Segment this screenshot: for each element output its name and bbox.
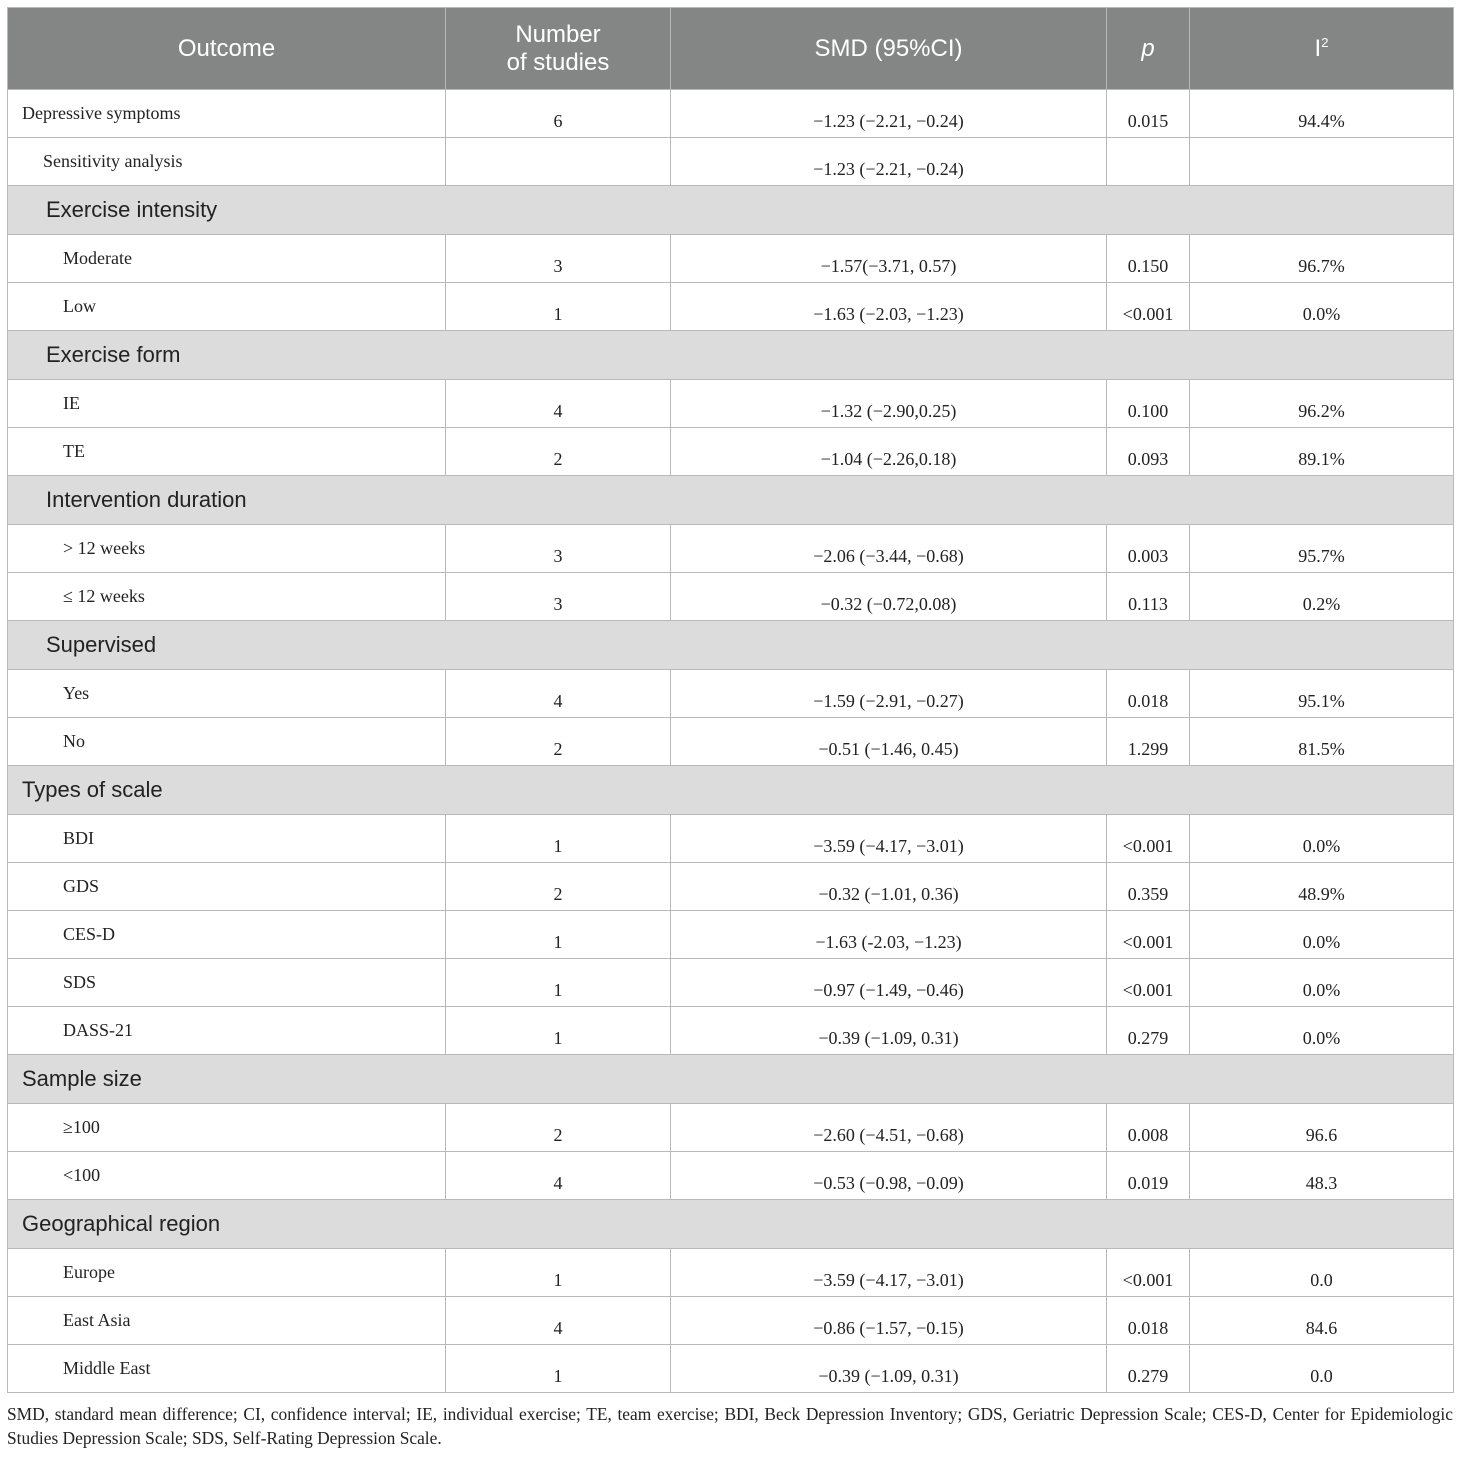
table-row (8, 1104, 1454, 1152)
row-n: 2 (446, 718, 671, 766)
row-n: 1 (446, 911, 671, 959)
row-i2: 94.4% (1190, 90, 1454, 138)
row-i2: 81.5% (1190, 718, 1454, 766)
row-p: 0.008 (1107, 1104, 1190, 1152)
table-row (8, 911, 1454, 959)
category-geographical-region: Geographical region (8, 1200, 1454, 1249)
header-number-of-studies (446, 8, 671, 90)
row-p: 0.113 (1107, 573, 1190, 621)
row-smd: −1.63 (-2.03, −1.23) (671, 911, 1107, 959)
row-n: 4 (446, 670, 671, 718)
row-smd: −1.04 (−2.26,0.18) (671, 428, 1107, 476)
row-p: <0.001 (1107, 283, 1190, 331)
table-row (8, 90, 1454, 138)
row-p: 1.299 (1107, 718, 1190, 766)
row-label: Low (8, 283, 446, 331)
row-i2 (1190, 138, 1454, 186)
row-i2: 96.7% (1190, 235, 1454, 283)
row-label: ≤ 12 weeks (8, 573, 446, 621)
row-label: ≥100 (8, 1104, 446, 1152)
table-row (8, 718, 1454, 766)
row-p: 0.015 (1107, 90, 1190, 138)
row-smd: −0.97 (−1.49, −0.46) (671, 959, 1107, 1007)
row-smd: −2.60 (−4.51, −0.68) (671, 1104, 1107, 1152)
row-n: 4 (446, 1297, 671, 1345)
row-smd: −2.06 (−3.44, −0.68) (671, 525, 1107, 573)
row-smd: −1.23 (−2.21, −0.24) (671, 138, 1107, 186)
category-exercise-form: Exercise form (8, 331, 1454, 380)
header-smd: SMD (95%CI) (671, 8, 1107, 90)
row-n: 6 (446, 90, 671, 138)
row-smd: −1.63 (−2.03, −1.23) (671, 283, 1107, 331)
table-row (8, 1345, 1454, 1393)
row-p: 0.279 (1107, 1345, 1190, 1393)
category-row (8, 1055, 1454, 1104)
subgroup-analysis-table (7, 7, 1454, 1393)
row-n: 4 (446, 380, 671, 428)
row-i2: 84.6 (1190, 1297, 1454, 1345)
row-i2: 96.6 (1190, 1104, 1454, 1152)
table-row (8, 863, 1454, 911)
row-i2: 48.3 (1190, 1152, 1454, 1200)
row-n (446, 138, 671, 186)
row-i2: 89.1% (1190, 428, 1454, 476)
table-row (8, 1297, 1454, 1345)
table-row (8, 380, 1454, 428)
row-p: 0.100 (1107, 380, 1190, 428)
row-n: 3 (446, 525, 671, 573)
row-i2: 0.0% (1190, 911, 1454, 959)
header-p: p (1107, 8, 1190, 90)
category-row (8, 186, 1454, 235)
category-row (8, 476, 1454, 525)
table-row (8, 525, 1454, 573)
row-i2: 0.0% (1190, 283, 1454, 331)
header-number-line2: of studies (506, 48, 610, 76)
row-n: 1 (446, 959, 671, 1007)
row-smd: −0.51 (−1.46, 0.45) (671, 718, 1107, 766)
table-row (8, 1152, 1454, 1200)
row-smd: −3.59 (−4.17, −3.01) (671, 815, 1107, 863)
table-row (8, 815, 1454, 863)
header-i2 (1190, 8, 1454, 90)
row-n: 3 (446, 235, 671, 283)
row-n: 1 (446, 283, 671, 331)
table-row (8, 1249, 1454, 1297)
row-label: Depressive symptoms (8, 90, 446, 138)
row-smd: −0.53 (−0.98, −0.09) (671, 1152, 1107, 1200)
row-n: 1 (446, 1007, 671, 1055)
row-p: <0.001 (1107, 815, 1190, 863)
table-footnote: SMD, standard mean difference; CI, confidence interval; IE, individual exercise; TE, team exercise; BDI, Beck Depression Inventory; GDS, Geriatric Depression Scale; CES-D, Center for Epidemiologic Studies Depression Scale; SDS, Self-Rating Depression Scale. (7, 1404, 1453, 1448)
row-smd: −1.32 (−2.90,0.25) (671, 380, 1107, 428)
row-smd: −1.57(−3.71, 0.57) (671, 235, 1107, 283)
row-smd: −0.86 (−1.57, −0.15) (671, 1297, 1107, 1345)
category-supervised: Supervised (8, 621, 1454, 670)
row-p: 0.003 (1107, 525, 1190, 573)
row-smd: −0.32 (−0.72,0.08) (671, 573, 1107, 621)
row-i2: 0.0% (1190, 815, 1454, 863)
row-label: CES-D (8, 911, 446, 959)
table-row (8, 283, 1454, 331)
row-n: 2 (446, 428, 671, 476)
row-p: 0.019 (1107, 1152, 1190, 1200)
header-outcome: Outcome (8, 8, 446, 90)
row-label: TE (8, 428, 446, 476)
table-row (8, 428, 1454, 476)
row-i2: 96.2% (1190, 380, 1454, 428)
row-label: Sensitivity analysis (8, 138, 446, 186)
category-sample-size: Sample size (8, 1055, 1454, 1104)
row-label: BDI (8, 815, 446, 863)
table-row (8, 959, 1454, 1007)
table-row (8, 573, 1454, 621)
row-p: 0.150 (1107, 235, 1190, 283)
row-i2: 95.1% (1190, 670, 1454, 718)
row-n: 1 (446, 1249, 671, 1297)
row-label: Yes (8, 670, 446, 718)
row-p: 0.018 (1107, 1297, 1190, 1345)
results-table-container (7, 7, 1453, 1450)
row-label: <100 (8, 1152, 446, 1200)
row-label: East Asia (8, 1297, 446, 1345)
row-i2: 95.7% (1190, 525, 1454, 573)
category-row (8, 1200, 1454, 1249)
row-label: GDS (8, 863, 446, 911)
row-label: > 12 weeks (8, 525, 446, 573)
row-i2: 48.9% (1190, 863, 1454, 911)
row-p: 0.018 (1107, 670, 1190, 718)
table-row (8, 138, 1454, 186)
category-row (8, 621, 1454, 670)
row-p: 0.359 (1107, 863, 1190, 911)
row-p: <0.001 (1107, 911, 1190, 959)
row-n: 2 (446, 863, 671, 911)
table-row (8, 235, 1454, 283)
header-number-line1: Number (515, 20, 601, 48)
row-p: <0.001 (1107, 959, 1190, 1007)
category-exercise-intensity: Exercise intensity (8, 186, 1454, 235)
row-smd: −0.39 (−1.09, 0.31) (671, 1345, 1107, 1393)
table-row (8, 1007, 1454, 1055)
row-i2: 0.0 (1190, 1249, 1454, 1297)
row-p: 0.093 (1107, 428, 1190, 476)
row-n: 1 (446, 815, 671, 863)
row-smd: −0.32 (−1.01, 0.36) (671, 863, 1107, 911)
row-label: IE (8, 380, 446, 428)
row-label: DASS-21 (8, 1007, 446, 1055)
row-i2: 0.0 (1190, 1345, 1454, 1393)
table-row (8, 670, 1454, 718)
row-smd: −0.39 (−1.09, 0.31) (671, 1007, 1107, 1055)
row-p: <0.001 (1107, 1249, 1190, 1297)
category-types-of-scale: Types of scale (8, 766, 1454, 815)
row-p (1107, 138, 1190, 186)
row-n: 3 (446, 573, 671, 621)
row-label: No (8, 718, 446, 766)
row-n: 2 (446, 1104, 671, 1152)
category-intervention-duration: Intervention duration (8, 476, 1454, 525)
row-label: Europe (8, 1249, 446, 1297)
row-i2: 0.0% (1190, 959, 1454, 1007)
row-n: 4 (446, 1152, 671, 1200)
category-row (8, 331, 1454, 380)
table-header-row (8, 8, 1454, 90)
row-i2: 0.0% (1190, 1007, 1454, 1055)
row-smd: −1.23 (−2.21, −0.24) (671, 90, 1107, 138)
row-smd: −3.59 (−4.17, −3.01) (671, 1249, 1107, 1297)
row-label: Middle East (8, 1345, 446, 1393)
category-row (8, 766, 1454, 815)
header-i2-sup: 2 (1321, 34, 1329, 50)
row-n: 1 (446, 1345, 671, 1393)
row-smd: −1.59 (−2.91, −0.27) (671, 670, 1107, 718)
row-label: SDS (8, 959, 446, 1007)
row-i2: 0.2% (1190, 573, 1454, 621)
header-i2-base: I (1314, 34, 1322, 62)
row-label: Moderate (8, 235, 446, 283)
row-p: 0.279 (1107, 1007, 1190, 1055)
